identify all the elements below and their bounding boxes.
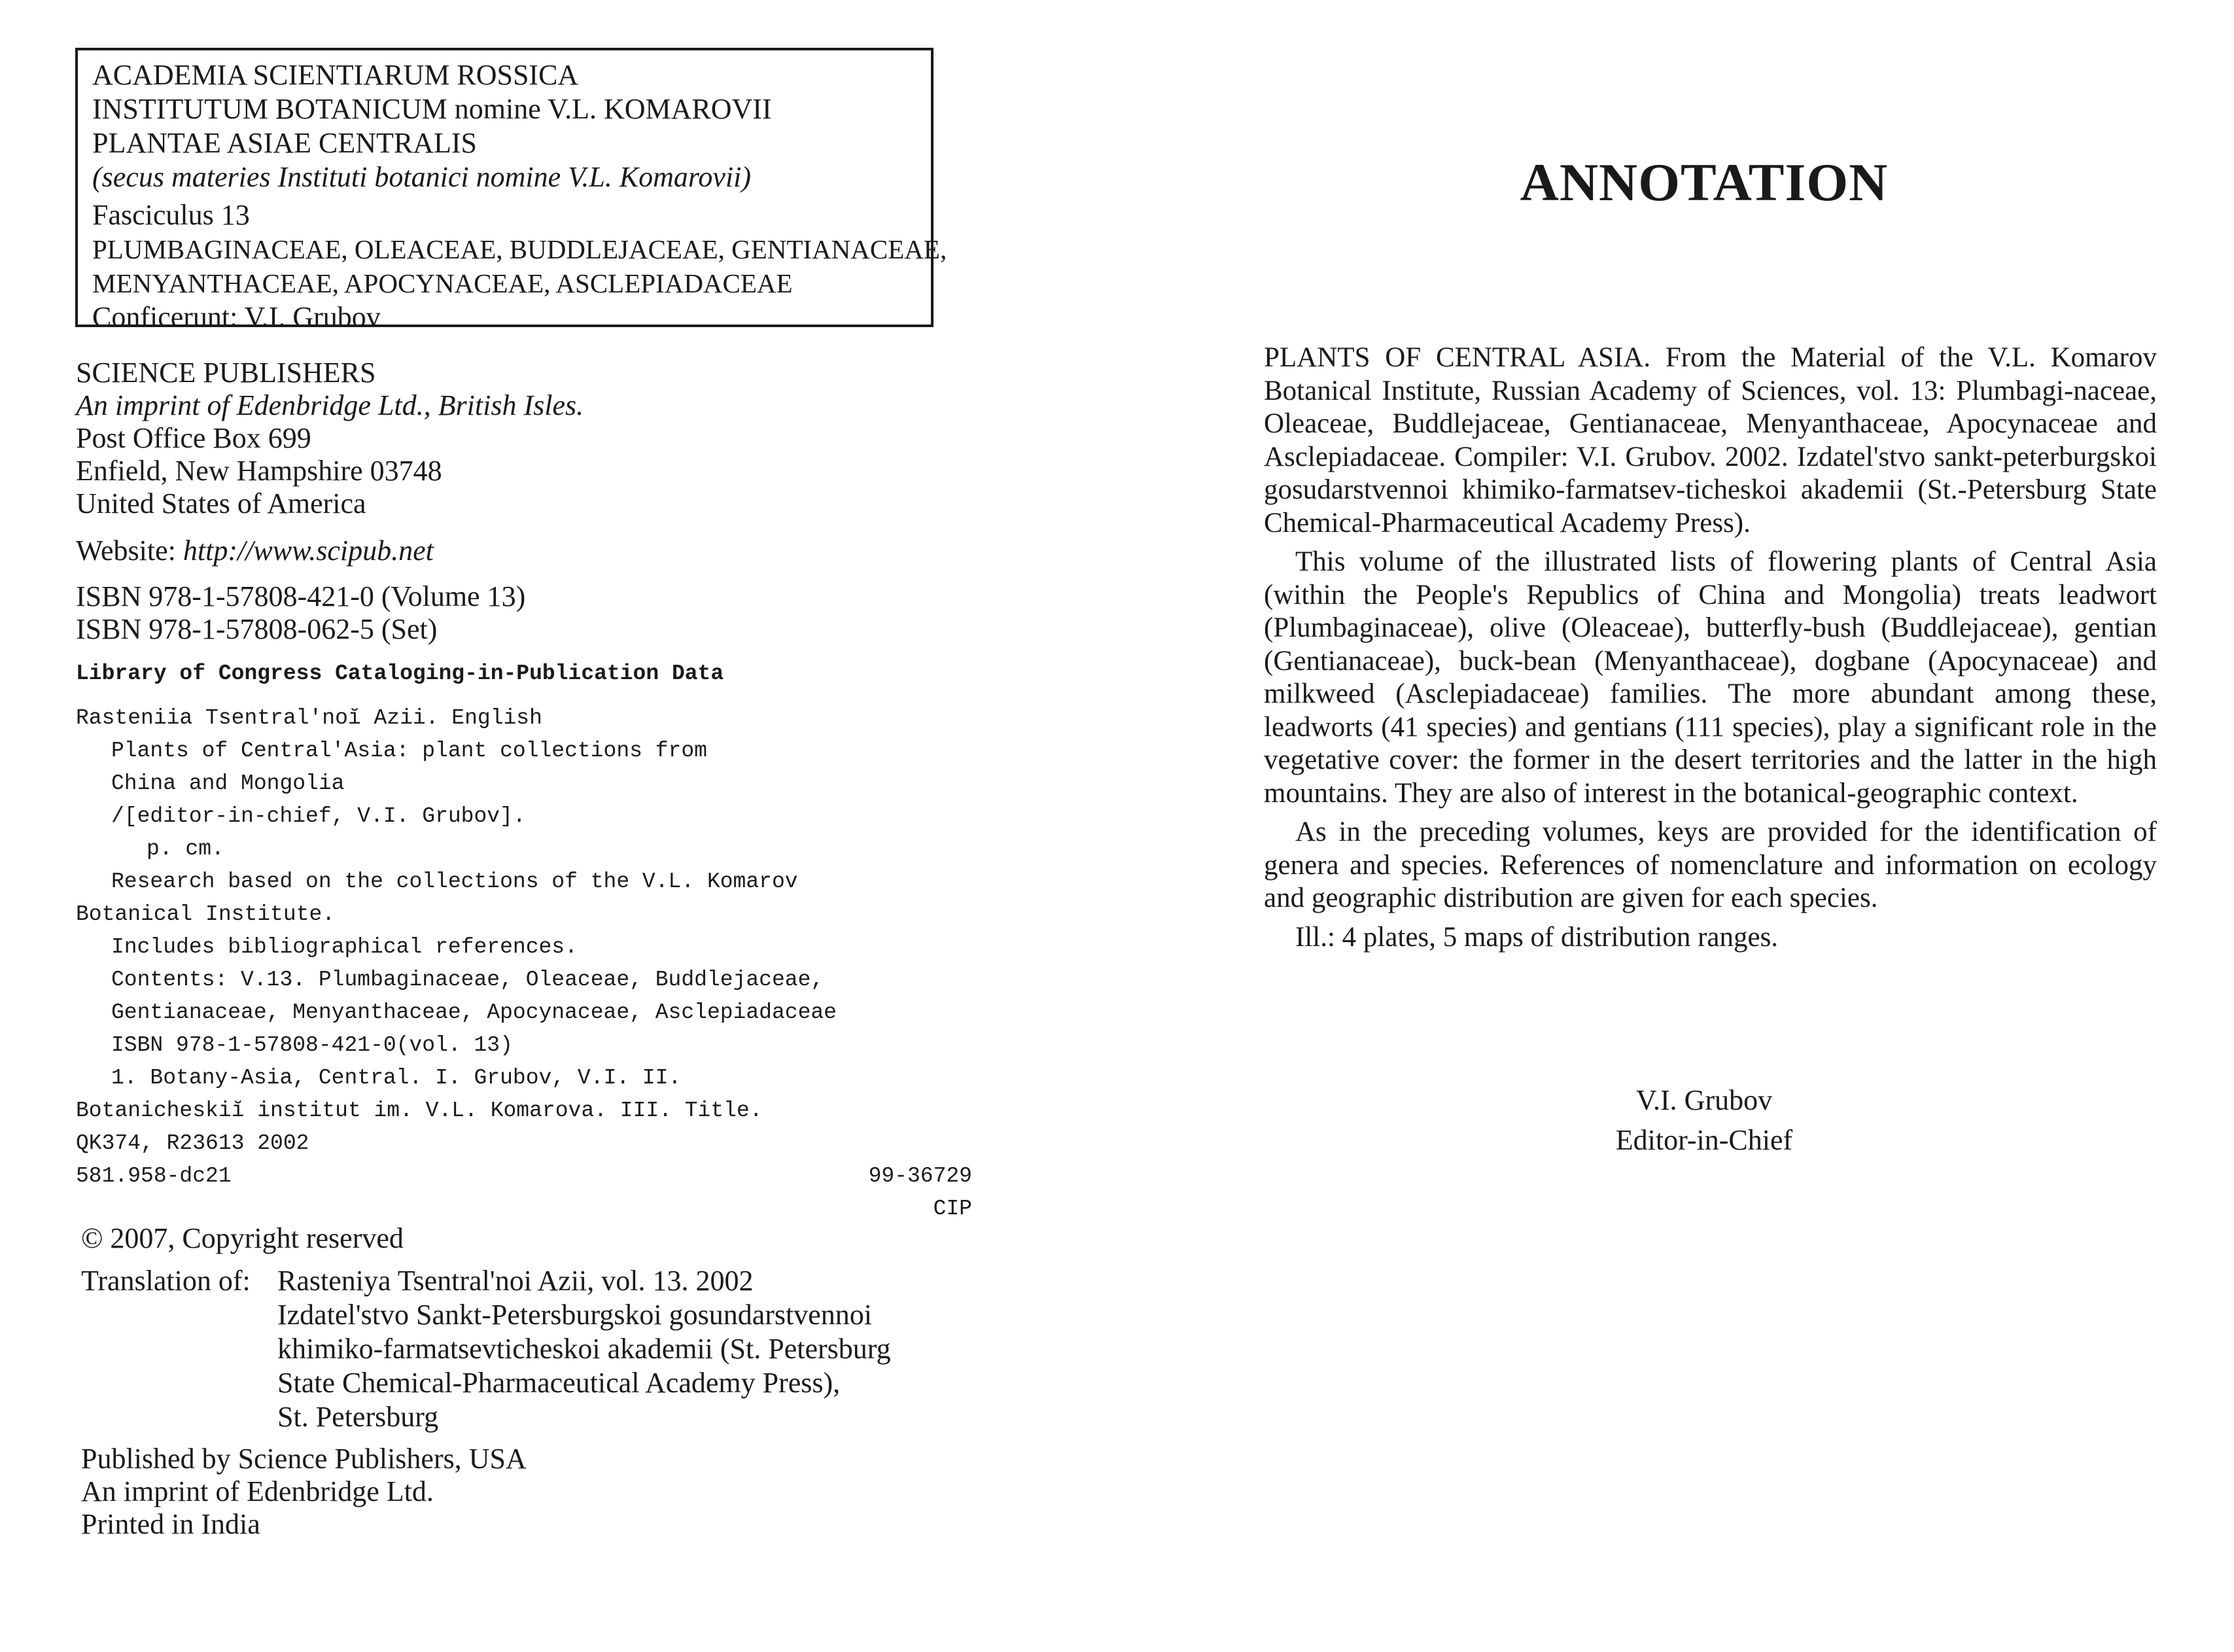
publisher-country: United States of America (76, 487, 366, 519)
cip-label: CIP (933, 1197, 972, 1221)
cip-line: China and Mongolia (111, 771, 345, 796)
publisher-name: SCIENCE PUBLISHERS (76, 357, 376, 389)
cip-class-number: 581.958-dc21 (76, 1164, 232, 1188)
cip-line: 1. Botany-Asia, Central. I. Grubov, V.I. II. (111, 1066, 682, 1090)
cip-line: Gentianaceae, Menyanthaceae, Apocynaceae, Asclepiadaceae (111, 1000, 837, 1025)
publisher-block (76, 357, 584, 646)
cip-line: QK374, R23613 2002 (76, 1131, 309, 1155)
cip-line: Rasteniia Tsentral'noĭ Azii. English (76, 706, 542, 730)
cip-line: Botanicheskiĭ institut im. V.L. Komarova. III. Title. (76, 1098, 763, 1123)
cip-line: Botanical Institute. (76, 902, 336, 926)
series-line-institute: INSTITUTUM BOTANICUM nomine V.L. KOMAROVII (92, 93, 772, 125)
cip-line: /[editor-in-chief, V.I. Grubov]. (111, 804, 526, 828)
cip-line: Research based on the collections of the V.L. Komarov (111, 870, 798, 894)
annotation-heading: ANNOTATION (1520, 152, 1889, 212)
cip-line: ISBN 978-1-57808-421-0(vol. 13) (111, 1033, 513, 1057)
translation-line: khimiko-farmatsevticheskoi akademii (St. Petersburg (277, 1333, 891, 1365)
series-title-box (75, 48, 947, 333)
website-link[interactable]: http://www.scipub.net (183, 535, 434, 567)
annotation-body (1264, 342, 2157, 954)
cip-heading: Library of Congress Cataloging-in-Publication Data (76, 661, 724, 686)
cip-line: Plants of Central'Asia: plant collections from (111, 739, 707, 763)
publisher-imprint: An imprint of Edenbridge Ltd., British Isles. (76, 389, 584, 421)
translation-line: St. Petersburg (277, 1401, 439, 1433)
cip-block (76, 658, 972, 1225)
translation-block (81, 1264, 891, 1434)
website-line (76, 535, 584, 567)
isbn-volume: ISBN 978-1-57808-421-0 (Volume 13) (76, 580, 526, 612)
series-line-families-2: MENYANTHACEAE, APOCYNACEAE, ASCLEPIADACEAE (92, 268, 793, 298)
series-line-secus: (secus materies Instituti botanici nomine V.L. Komarovii) (92, 161, 752, 193)
series-line-fasciculus: Fasciculus 13 (92, 199, 250, 231)
annotation-paragraph-illustrations: Ill.: 4 plates, 5 maps of distribution ranges. (1295, 921, 1779, 953)
series-line-academy: ACADEMIA SCIENTIARUM ROSSICA (92, 59, 579, 91)
isbn-set: ISBN 978-1-57808-062-5 (Set) (76, 613, 438, 645)
published-by-block (81, 1443, 527, 1541)
signature-block (1508, 1080, 1900, 1160)
website-label: Website: (76, 535, 183, 567)
cip-class-row (76, 1160, 972, 1193)
cip-line: p. cm. (147, 837, 224, 861)
publisher-city: Enfield, New Hampshire 03748 (76, 455, 442, 487)
series-line-plantae: PLANTAE ASIAE CENTRALIS (92, 127, 478, 159)
annotation-paragraph-scope: This volume of the illustrated lists of flowering plants of Central Asia (within the People's Republics of China and Mongolia) treats leadwort (Plumbaginaceae), olive (Oleaceae), butterfly-bush (Buddlejaceae), gentian (Gentianaceae), buck-bean (Menyanthaceae), dogbane (Apocynaceae) and milkweed (Asclepiadaceae) families. The more abundant among these, leadworts (41 species) and gentians (111 species), play a significant role in the vegetative cover: the former in the desert territories and the latter in the high mountains. They are also of interest in the botanical-geographic context. (1264, 546, 2157, 809)
signature-title: Editor-in-Chief (1615, 1124, 1793, 1156)
series-line-families-1: PLUMBAGINACEAE, OLEACEAE, BUDDLEJACEAE, GENTIANACEAE, (92, 234, 947, 264)
translation-line: Rasteniya Tsentral'noi Azii, vol. 13. 2002 (277, 1265, 754, 1297)
signature-name: V.I. Grubov (1635, 1084, 1773, 1116)
annotation-paragraph-citation: PLANTS OF CENTRAL ASIA. From the Material of the V.L. Komarov Botanical Institute, Russian Academy of Sciences, vol. 13: Plumbagi-naceae, Oleaceae, Buddlejaceae, Gentianaceae, Menyanthaceae, Apocynaceae and Asclepiadaceae. Compiler: V.I. Grubov. 2002. Izdatel'stvo sankt-peterburgskoi gosudarstvennoi khimiko-farmatsev-ticheskoi akademii (St.-Petersburg State Chemical-Pharmaceutical Academy Press). (1264, 342, 2157, 538)
printed-in: Printed in India (81, 1508, 260, 1540)
cip-line: Includes bibliographical references. (111, 935, 578, 959)
translation-line: Izdatel'stvo Sankt-Petersburgskoi gosundarstvennoi (277, 1299, 872, 1331)
publisher-po-box: Post Office Box 699 (76, 422, 311, 454)
translation-line: State Chemical-Pharmaceutical Academy Press), (277, 1367, 841, 1399)
annotation-paragraph-keys: As in the preceding volumes, keys are provided for the identification of genera and species. References of nomenclature and information on ecology and geographic distribution are given for each species. (1264, 817, 2157, 913)
cip-line: Contents: V.13. Plumbaginaceae, Oleaceae, Buddlejaceae, (111, 968, 824, 992)
copyright-notice: © 2007, Copyright reserved (81, 1222, 404, 1254)
series-line-conficerunt: Conficerunt: V.I. Grubov (92, 301, 381, 333)
published-by-line: Published by Science Publishers, USA (81, 1443, 527, 1475)
published-by-imprint: An imprint of Edenbridge Ltd. (81, 1475, 434, 1507)
translation-row (81, 1264, 891, 1298)
translation-label: Translation of: (81, 1265, 251, 1297)
cip-record-number: 99-36729 (868, 1164, 972, 1188)
